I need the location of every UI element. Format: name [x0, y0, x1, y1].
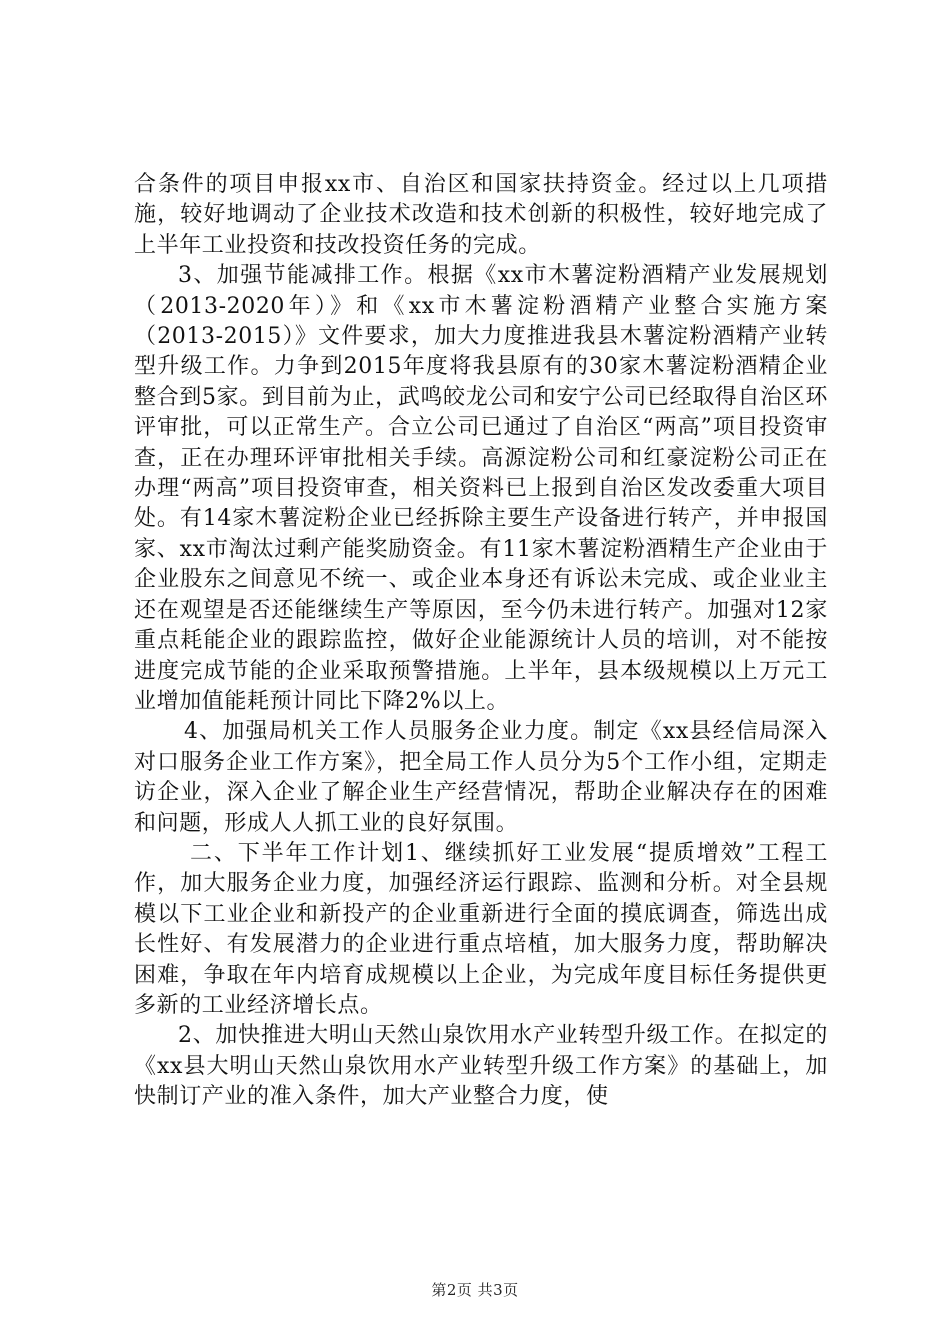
paragraph-continuation: 合条件的项目申报xx市、自治区和国家扶持资金。经过以上几项措施，较好地调动了企业技术改造和技术创新的积极性，较好地完成了上半年工业投资和技改投资任务的完成。	[134, 172, 828, 258]
paragraph-second-half-plan: 二、下半年工作计划1、继续抓好工业发展“提质增效”工程工作，加大服务企业力度，加强经济运行跟踪、监测和分析。对全县规模以下工业企业和新投产的企业重新进行全面的摸底调查，筛选出成长性好、有发展潜力的企业进行重点培植，加大服务力度，帮助解决困难，争取在年内培育成规模以上企业，为完成年度目标任务提供更多新的工业经济增长点。	[134, 840, 828, 1018]
page-footer: 第2页 共3页	[431, 1281, 519, 1299]
paragraph-service-enterprises: 4、加强局机关工作人员服务企业力度。制定《xx县经信局深入对口服务企业工作方案》，把全局工作人员分为5个工作小组，定期走访企业，深入企业了解企业生产经营情况，帮助企业解决存在的困难和问题，形成人人抓工业的良好氛围。	[134, 719, 828, 836]
paragraph-energy-saving: 3、加强节能减排工作。根据《xx市木薯淀粉酒精产业发展规划（2013-2020年）》和《xx市木薯淀粉酒精产业整合实施方案（2013-2015）》文件要求，加大力度推进我县木薯淀粉酒精产业转型升级工作。力争到2015年度将我县原有的30家木薯淀粉酒精企业整合到5家。到目前为止，武鸣皎龙公司和安宁公司已经取得自治区环评审批，可以正常生产。合立公司已通过了自治区“两高”项目投资审查，正在办理环评审批相关手续。高源淀粉公司和红豪淀粉公司正在办理“两高”项目投资审查，相关资料已上报到自治区发改委重大项目处。有14家木薯淀粉企业已经拆除主要生产设备进行转产，并申报国家、xx市淘汰过剩产能奖励资金。有11家木薯淀粉酒精生产企业由于企业股东之间意见不统一、或企业本身还有诉讼未完成、或企业业主还在观望是否还能继续生产等原因，至今仍未进行转产。加强对12家重点耗能企业的跟踪监控，做好企业能源统计人员的培训，对不能按进度完成节能的企业采取预警措施。上半年，县本级规模以上万元工业增加值能耗预计同比下降2%以上。	[134, 263, 828, 714]
paragraph-mineral-water: 2、加快推进大明山天然山泉饮用水产业转型升级工作。在拟定的《xx县大明山天然山泉饮用水产业转型升级工作方案》的基础上，加快制订产业的准入条件，加大产业整合力度，使	[134, 1023, 828, 1110]
document-body	[134, 170, 828, 1113]
